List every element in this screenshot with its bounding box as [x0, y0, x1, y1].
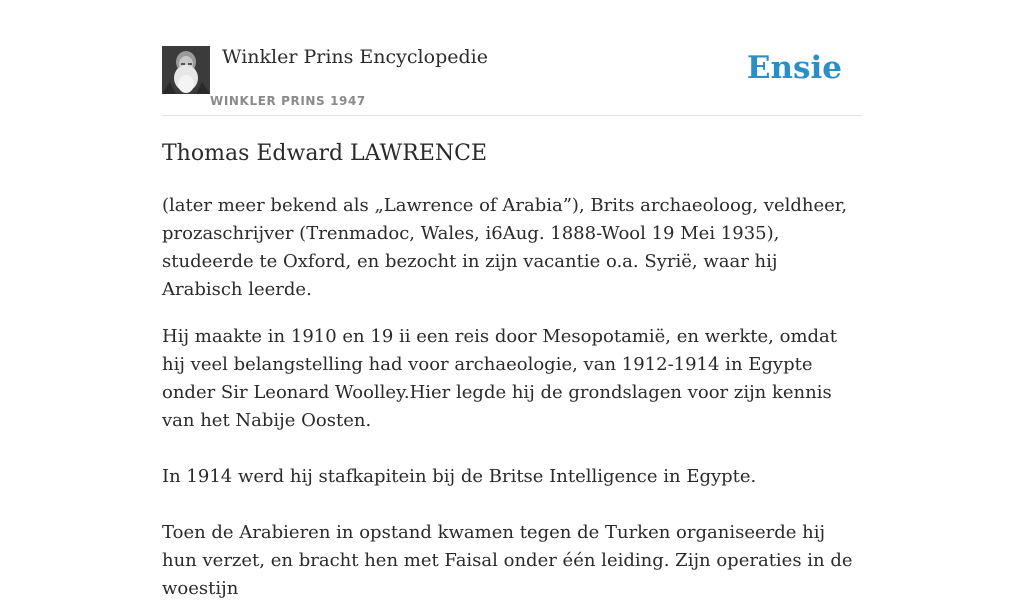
- article-body: [162, 192, 862, 603]
- source-title[interactable]: Winkler Prins Encyclopedie: [222, 46, 488, 68]
- article-title: Thomas Edward LAWRENCE: [162, 141, 488, 166]
- ensie-logo[interactable]: Ensie: [746, 50, 842, 86]
- article-paragraph: In 1914 werd hij stafkapitein bij de Britse Intelligence in Egypte.: [162, 466, 757, 487]
- article-paragraph: (later meer bekend als „Lawrence of Arabia”), Brits archaeoloog, veldheer, prozaschrijver (Trenmadoc, Wales, i6Aug. 1888-Wool 19 Mei 1935), studeerde te Oxford, en bezocht in zijn vacantie o.a. Syrië, waar hij Arabisch leerde.: [162, 195, 848, 300]
- source-subtitle: WINKLER PRINS 1947: [210, 94, 366, 108]
- source-avatar[interactable]: [162, 46, 210, 94]
- article-paragraph: Toen de Arabieren in opstand kwamen tegen de Turken organiseerde hij hun verzet, en bracht hen met Faisal onder één leiding. Zijn operaties in de woestijn: [162, 522, 853, 599]
- article-paragraph: Hij maakte in 1910 en 19 ii een reis door Mesopotamië, en werkte, omdat hij veel belangstelling had voor archaeologie, van 1912-1914 in Egypte onder Sir Leonard Woolley.Hier legde hij de grondslagen voor zijn kennis van het Nabije Oosten.: [162, 326, 838, 431]
- bearded-man-portrait-icon: [162, 46, 210, 94]
- source-header: [162, 40, 862, 116]
